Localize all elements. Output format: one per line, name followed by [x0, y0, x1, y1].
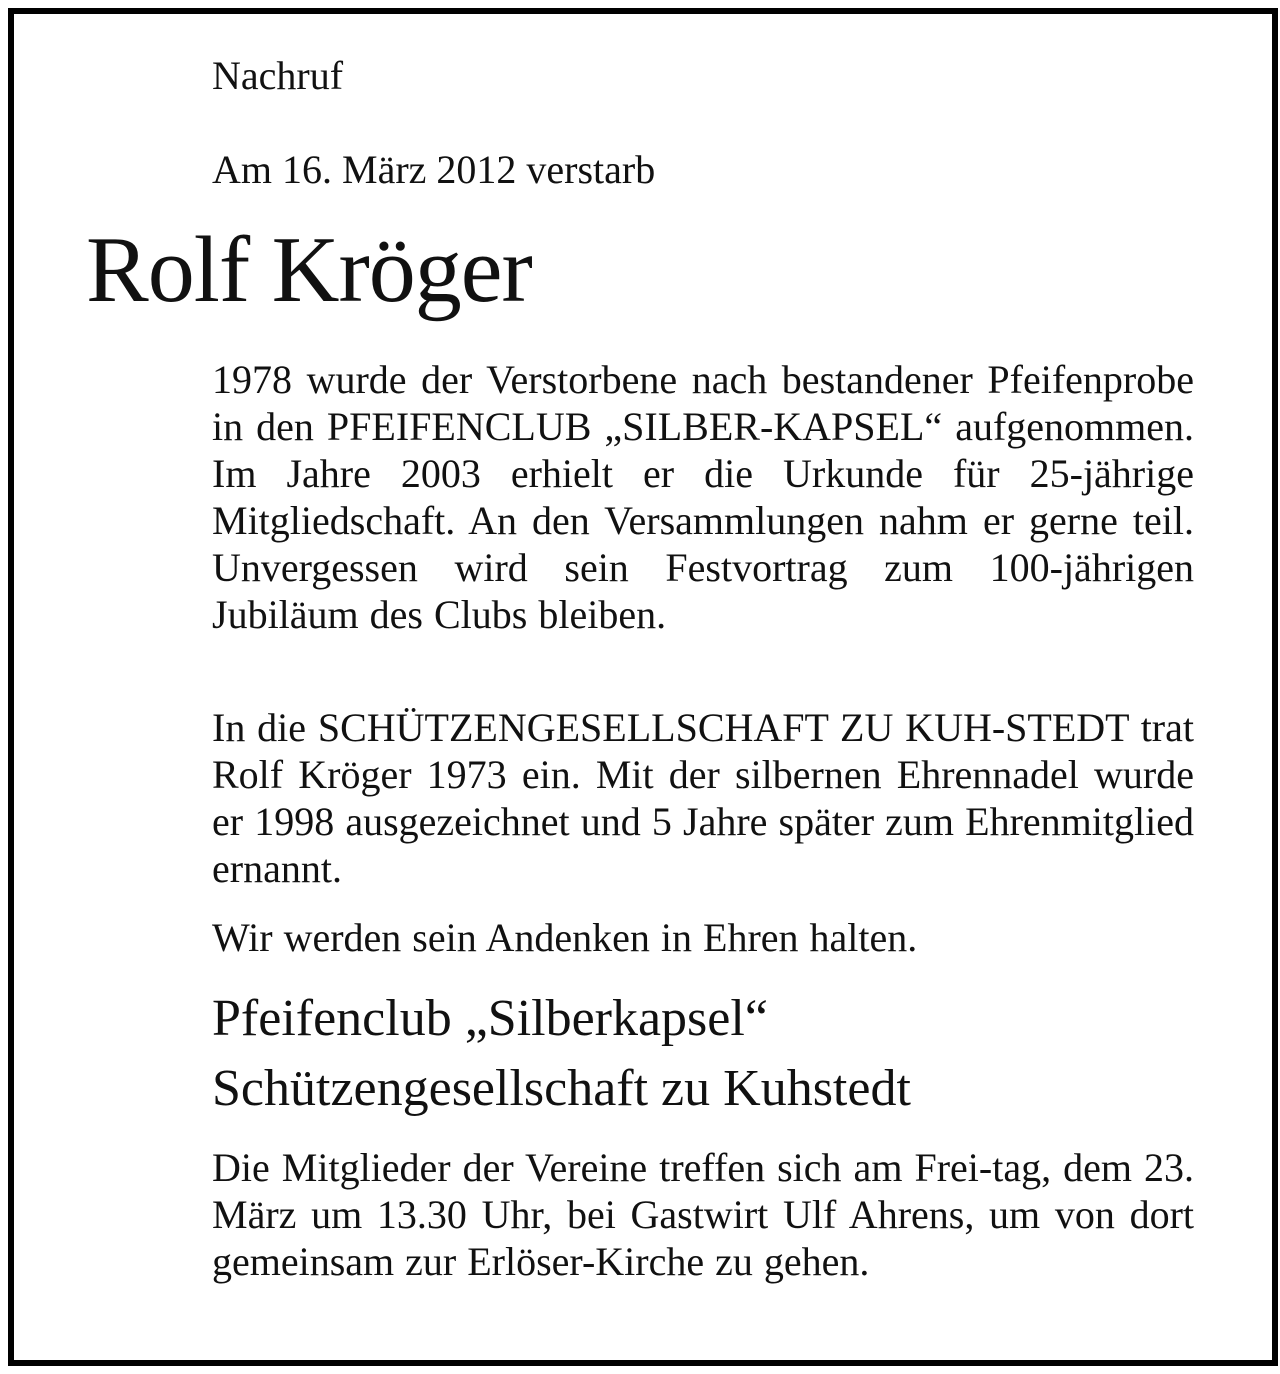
paragraph-shooting-society: In die SCHÜTZENGESELLSCHAFT ZU KUH-STEDT trat Rolf Kröger 1973 ein. Mit der silbernen Ehrennadel wurde er 1998 ausgezeichnet und 5 Jahre später zum Ehrenmitglied ernannt. [212, 705, 1194, 891]
paragraph-remembrance: Wir werden sein Andenken in Ehren halten. [212, 915, 918, 960]
closing-note: Die Mitglieder der Vereine treffen sich am Frei-tag, dem 23. März um 13.30 Uhr, bei Gastwirt Ulf Ahrens, um von dort gemeinsam zur Erlöser-Kirche zu gehen. [212, 1145, 1194, 1284]
death-date-line: Am 16. März 2012 verstarb [212, 147, 656, 192]
obituary-heading: Nachruf [212, 53, 344, 98]
deceased-name: Rolf Kröger [86, 218, 532, 322]
organization-shooting-society: Schützengesellschaft zu Kuhstedt [212, 1060, 911, 1117]
paragraph-pipe-club: 1978 wurde der Verstorbene nach bestandener Pfeifenprobe in den PFEIFENCLUB „SILBER-KAPSEL“ aufgenommen. Im Jahre 2003 erhielt er die Urkunde für 25-jährige Mitgliedschaft. An den Versammlungen nahm er gerne teil. Unvergessen wird sein Festvortrag zum 100-jährigen Jubiläum des Clubs bleiben. [212, 357, 1194, 637]
obituary-frame [8, 8, 1278, 1366]
organization-pipe-club: Pfeifenclub „Silberkapsel“ [212, 990, 768, 1047]
